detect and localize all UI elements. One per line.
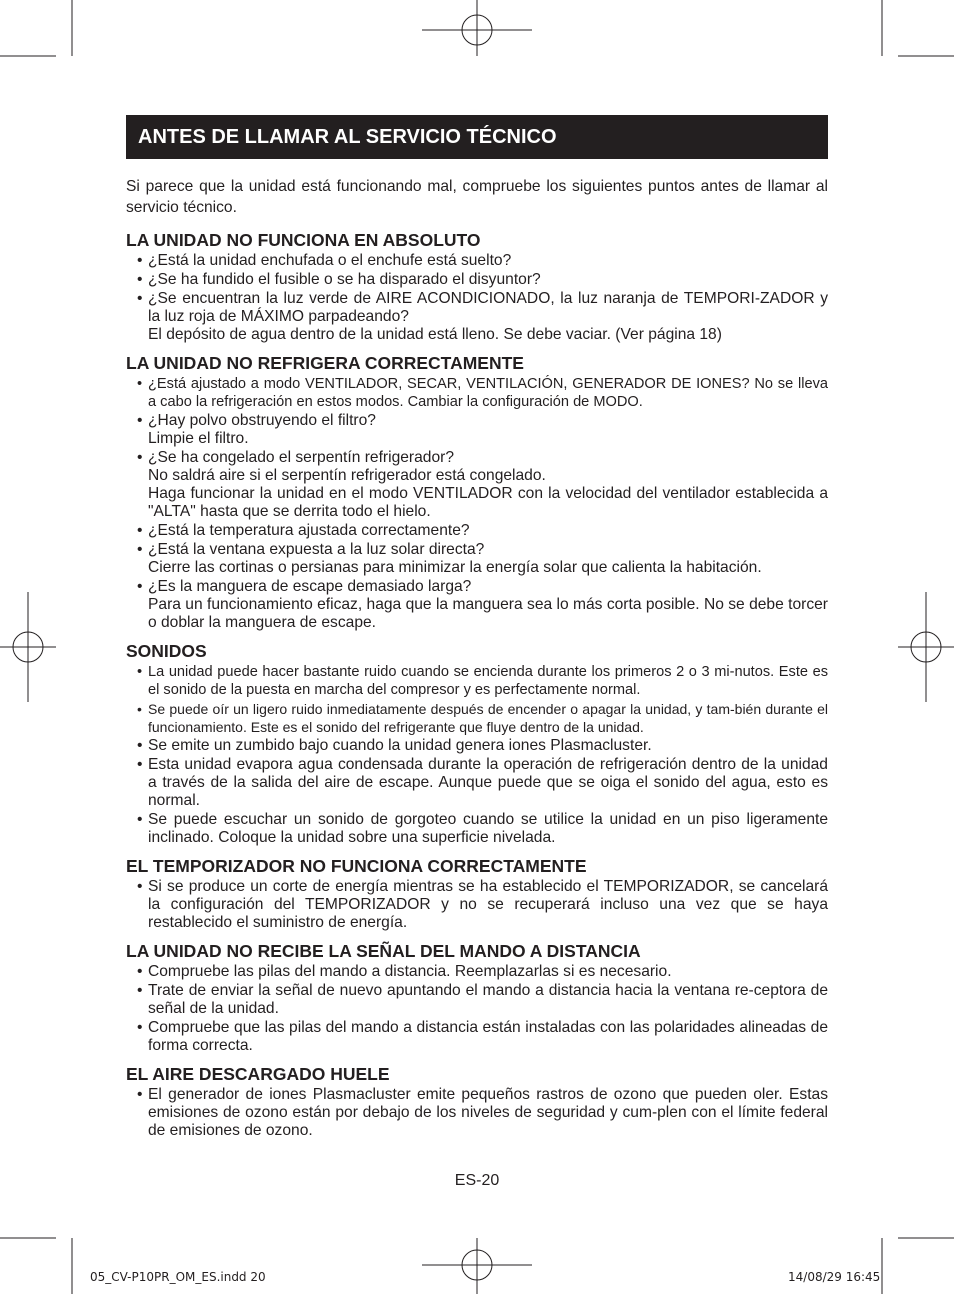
section — [126, 641, 828, 847]
bullet-icon: • — [137, 290, 143, 307]
list-item-text: Trate de enviar la señal de nuevo apuntando el mando a distancia hacia la ventana re-ceptora de señal de la unidad. — [148, 982, 828, 1017]
registration-mark-top — [422, 0, 532, 56]
list-item — [126, 700, 828, 736]
section-heading: LA UNIDAD NO REFRIGERA CORRECTAMENTE — [126, 353, 524, 373]
sections-container — [126, 230, 828, 1140]
list-item — [126, 878, 828, 932]
list-item — [126, 982, 828, 1018]
bullet-icon: • — [137, 252, 143, 269]
list-item-text: ¿Está la ventana expuesta a la luz solar directa? — [148, 541, 485, 558]
bullet-icon: • — [137, 1019, 143, 1036]
list-item — [126, 252, 828, 270]
section — [126, 1064, 828, 1140]
list-item-text: Limpie el filtro. — [148, 430, 249, 447]
list-item-text: ¿Se ha congelado el serpentín refrigerador? — [148, 449, 455, 466]
bullet-list — [126, 663, 828, 847]
list-item-text: El generador de iones Plasmacluster emite pequeños rastros de ozono que pueden oler. Estas emisiones de ozono están por debajo de los niveles de seguridad y cum-plen con el límite federal de emisiones de ozono. — [148, 1086, 828, 1139]
list-item-text: Para un funcionamiento eficaz, haga que la manguera sea lo más corta posible. No se debe torcer o doblar la manguera de escape. — [148, 596, 828, 631]
list-item-text: Si se produce un corte de energía mientras se ha establecido el TEMPORIZADOR, se cancelará la configuración del TEMPORIZADOR y no se recuperará incluso una vez que se haya restablecido el suministro de energía. — [148, 878, 828, 931]
list-item — [126, 1019, 828, 1055]
intro-paragraph: Si parece que la unidad está funcionando mal, compruebe los siguientes puntos antes de llamar al servicio técnico. — [126, 178, 828, 216]
bullet-icon: • — [137, 756, 143, 773]
list-item-text: ¿Está ajustado a modo VENTILADOR, SECAR, VENTILACIÓN, GENERADOR DE IONES? No se lleva a cabo la refrigeración en estos modos. Cambiar la configuración de MODO. — [148, 376, 828, 410]
bullet-icon: • — [137, 522, 143, 539]
bullet-icon: • — [137, 963, 143, 980]
bullet-icon: • — [137, 701, 142, 717]
bullet-icon: • — [137, 664, 143, 680]
list-item — [126, 1086, 828, 1140]
bullet-list — [126, 1086, 828, 1140]
list-item — [126, 663, 828, 699]
list-item-text: El depósito de agua dentro de la unidad está lleno. Se debe vaciar. (Ver página 18) — [148, 326, 722, 343]
section — [126, 230, 828, 344]
list-item-text: Cierre las cortinas o persianas para minimizar la energía solar que calienta la habitación. — [148, 559, 762, 576]
bullet-list — [126, 252, 828, 344]
bullet-icon: • — [137, 412, 143, 429]
bullet-icon: • — [137, 578, 143, 595]
registration-mark-bottom — [422, 1238, 532, 1294]
bullet-icon: • — [137, 878, 143, 895]
list-item — [126, 963, 828, 981]
bullet-icon: • — [137, 271, 143, 288]
bullet-icon: • — [137, 982, 143, 999]
bullet-list — [126, 878, 828, 932]
bullet-icon: • — [137, 737, 143, 754]
bullet-icon: • — [137, 1086, 143, 1103]
section-heading: LA UNIDAD NO FUNCIONA EN ABSOLUTO — [126, 230, 481, 250]
registration-mark-right — [898, 592, 954, 702]
list-item-text: Haga funcionar la unidad en el modo VENTILADOR con la velocidad del ventilador establecida a "ALTA" hasta que se derrita todo el hielo. — [148, 485, 828, 520]
list-item-text: ¿Hay polvo obstruyendo el filtro? — [148, 412, 376, 429]
list-item — [126, 811, 828, 847]
page-title: ANTES DE LLAMAR AL SERVICIO TÉCNICO — [126, 115, 828, 159]
section-heading: EL TEMPORIZADOR NO FUNCIONA CORRECTAMENTE — [126, 856, 587, 876]
list-item-text: ¿Está la temperatura ajustada correctamente? — [148, 522, 470, 539]
document-body — [126, 176, 828, 1149]
list-item — [126, 271, 828, 289]
list-item-text: Se puede escuchar un sonido de gorgoteo cuando se utilice la unidad en un piso ligeramente inclinado. Coloque la unidad sobre una superficie nivelada. — [148, 811, 828, 846]
list-item-text: Esta unidad evapora agua condensada durante la operación de refrigeración dentro de la unidad a través de la salida del aire de escape. Aunque puede que se oiga el sonido del agua, esto es normal. — [148, 756, 828, 809]
list-item — [126, 290, 828, 344]
bullet-list — [126, 963, 828, 1055]
list-item — [126, 756, 828, 810]
bullet-icon: • — [137, 449, 143, 466]
list-item — [126, 578, 828, 632]
list-item — [126, 449, 828, 521]
section — [126, 856, 828, 932]
list-item-text: Compruebe las pilas del mando a distancia. Reemplazarlas si es necesario. — [148, 963, 672, 980]
section-heading: LA UNIDAD NO RECIBE LA SEÑAL DEL MANDO A DISTANCIA — [126, 941, 641, 961]
file-slug: 05_CV-P10PR_OM_ES.indd 20 — [90, 1270, 266, 1284]
list-item-text: Se emite un zumbido bajo cuando la unidad genera iones Plasmacluster. — [148, 737, 652, 754]
list-item — [126, 412, 828, 448]
list-item — [126, 737, 828, 755]
list-item-text: La unidad puede hacer bastante ruido cuando se encienda durante los primeros 2 o 3 mi-nutos. Este es el sonido de la puesta en marcha del compresor y es perfectamente normal. — [148, 664, 828, 698]
list-item-text: Se puede oír un ligero ruido inmediatamente después de encender o apagar la unidad, y tam-bién durante el funcionamiento. Este es el sonido del refrigerante que fluye dentro de la unidad. — [148, 701, 828, 735]
list-item-text: ¿Se ha fundido el fusible o se ha disparado el disyuntor? — [148, 271, 541, 288]
section-heading: SONIDOS — [126, 641, 207, 661]
section — [126, 941, 828, 1055]
list-item — [126, 522, 828, 540]
page-number: ES-20 — [454, 1172, 500, 1189]
list-item-text: ¿Está la unidad enchufada o el enchufe está suelto? — [148, 252, 512, 269]
list-item — [126, 375, 828, 411]
list-item-text: Compruebe que las pilas del mando a distancia están instaladas con las polaridades alineadas de forma correcta. — [148, 1019, 828, 1054]
list-item-text: ¿Es la manguera de escape demasiado larga? — [148, 578, 472, 595]
date-slug: 14/08/29 16:45 — [788, 1270, 881, 1284]
list-item — [126, 541, 828, 577]
bullet-icon: • — [137, 376, 143, 392]
list-item-text: ¿Se encuentran la luz verde de AIRE ACONDICIONADO, la luz naranja de TEMPORI-ZADOR y la luz roja de MÁXIMO parpadeando? — [148, 290, 828, 325]
bullet-icon: • — [137, 811, 143, 828]
list-item-text: No saldrá aire si el serpentín refrigerador está congelado. — [148, 467, 546, 484]
bullet-list — [126, 375, 828, 632]
registration-mark-left — [0, 592, 56, 702]
bullet-icon: • — [137, 541, 143, 558]
section-heading: EL AIRE DESCARGADO HUELE — [126, 1064, 390, 1084]
section — [126, 353, 828, 632]
